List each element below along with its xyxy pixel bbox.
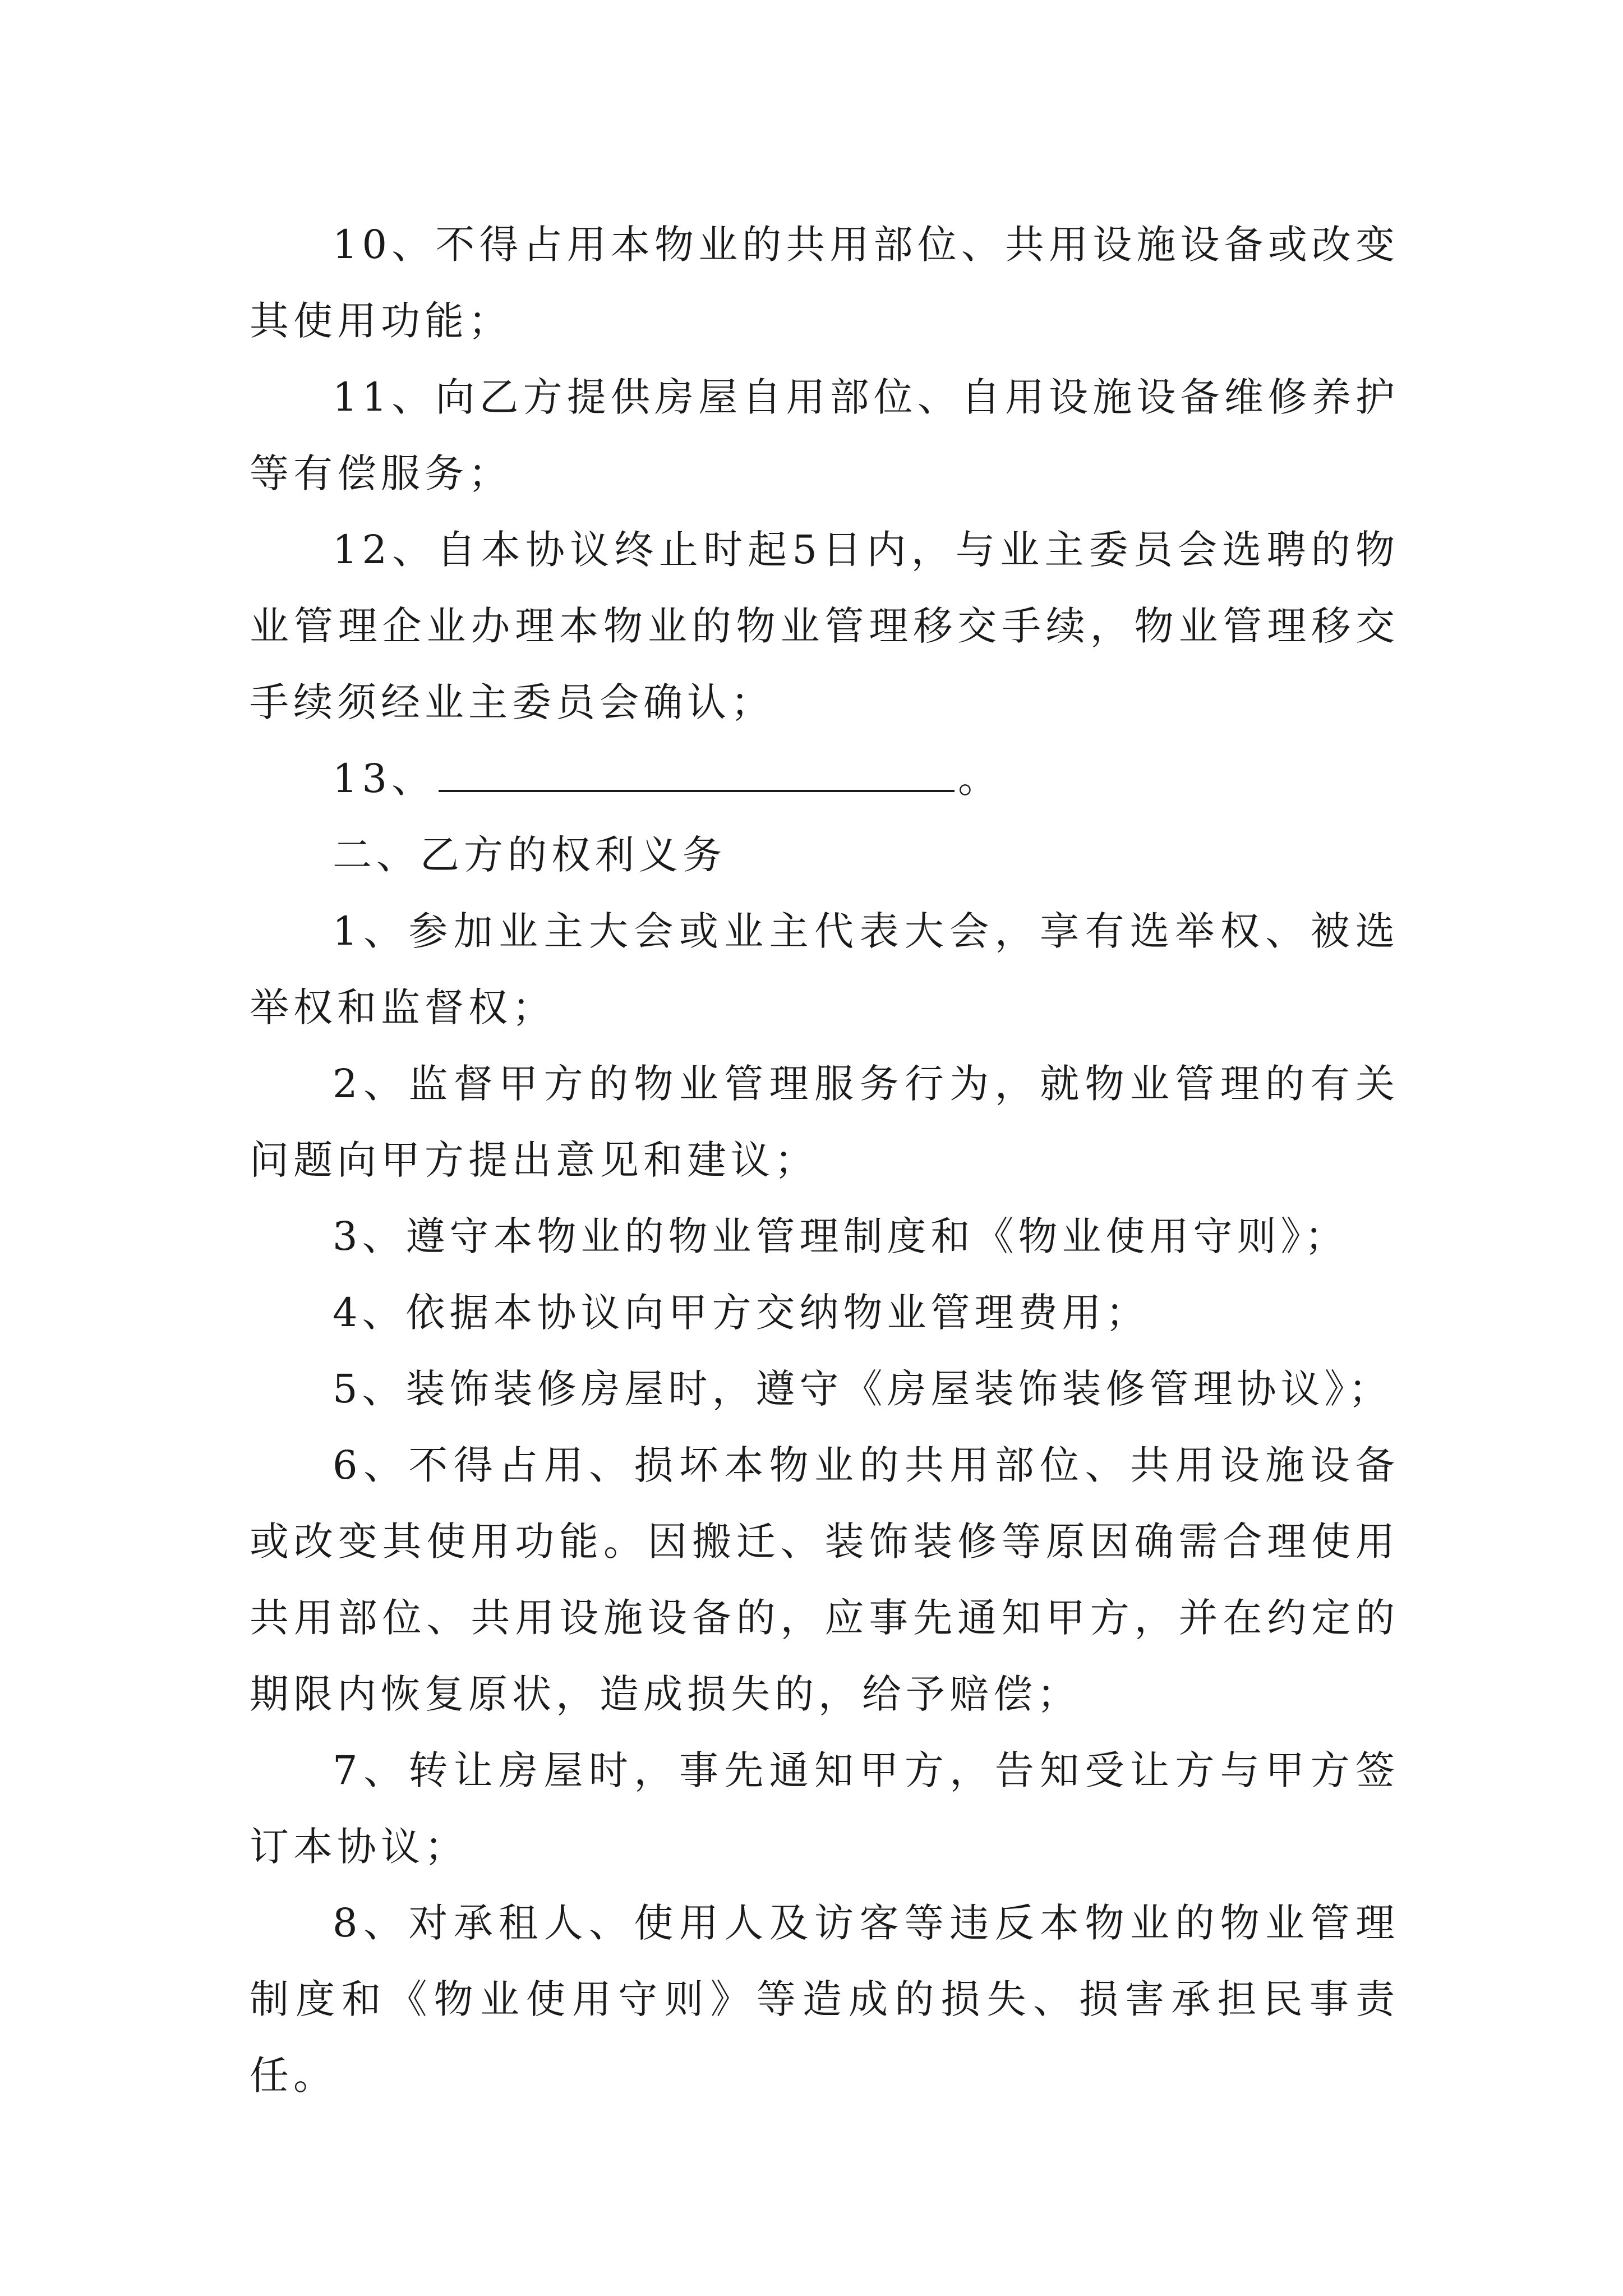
party-b-item-8: 8、对承租人、使用人及访客等违反本物业的物业管理制度和《物业使用守则》等造成的损失、损害承担民事责任。: [250, 1900, 1399, 2099]
party-b-item-7: 7、转让房屋时，事先通知甲方，告知受让方与甲方签订本协议；: [250, 1747, 1399, 1870]
fill-in-blank-line: [439, 754, 955, 792]
party-b-item-5: 5、装饰装修房屋时，遵守《房屋装饰装修管理协议》；: [333, 1366, 1393, 1412]
party-b-item-2: 2、监督甲方的物业管理服务行为，就物业管理的有关问题向甲方提出意见和建议；: [250, 1061, 1399, 1183]
clause-11: 11、向乙方提供房屋自用部位、自用设施设备维修养护等有偿服务；: [250, 374, 1399, 496]
clause-13-end-mark: 。: [958, 756, 1002, 802]
clause-13: [250, 740, 1399, 817]
section-heading: 二、乙方的权利义务: [333, 832, 726, 878]
party-b-item-4: 4、依据本协议向甲方交纳物业管理费用；: [333, 1290, 1150, 1336]
document-body: [250, 206, 1399, 2114]
clause-12: 12、自本协议终止时起5日内，与业主委员会选聘的物业管理企业办理本物业的物业管理移交手续，物业管理移交手续须经业主委员会确认；: [250, 527, 1399, 725]
party-b-item-6: 6、不得占用、损坏本物业的共用部位、共用设施设备或改变其使用功能。因搬迁、装饰装修等原因确需合理使用共用部位、共用设施设备的，应事先通知甲方，并在约定的期限内恢复原状，造成损失的，给予赔偿；: [250, 1442, 1399, 1717]
clause-10: 10、不得占用本物业的共用部位、共用设施设备或改变其使用功能；: [250, 222, 1399, 344]
party-b-item-3: 3、遵守本物业的物业管理制度和《物业使用守则》；: [333, 1213, 1349, 1259]
party-b-item-1: 1、参加业主大会或业主代表大会，享有选举权、被选举权和监督权；: [250, 908, 1399, 1030]
clause-13-number: 13、: [333, 756, 436, 802]
